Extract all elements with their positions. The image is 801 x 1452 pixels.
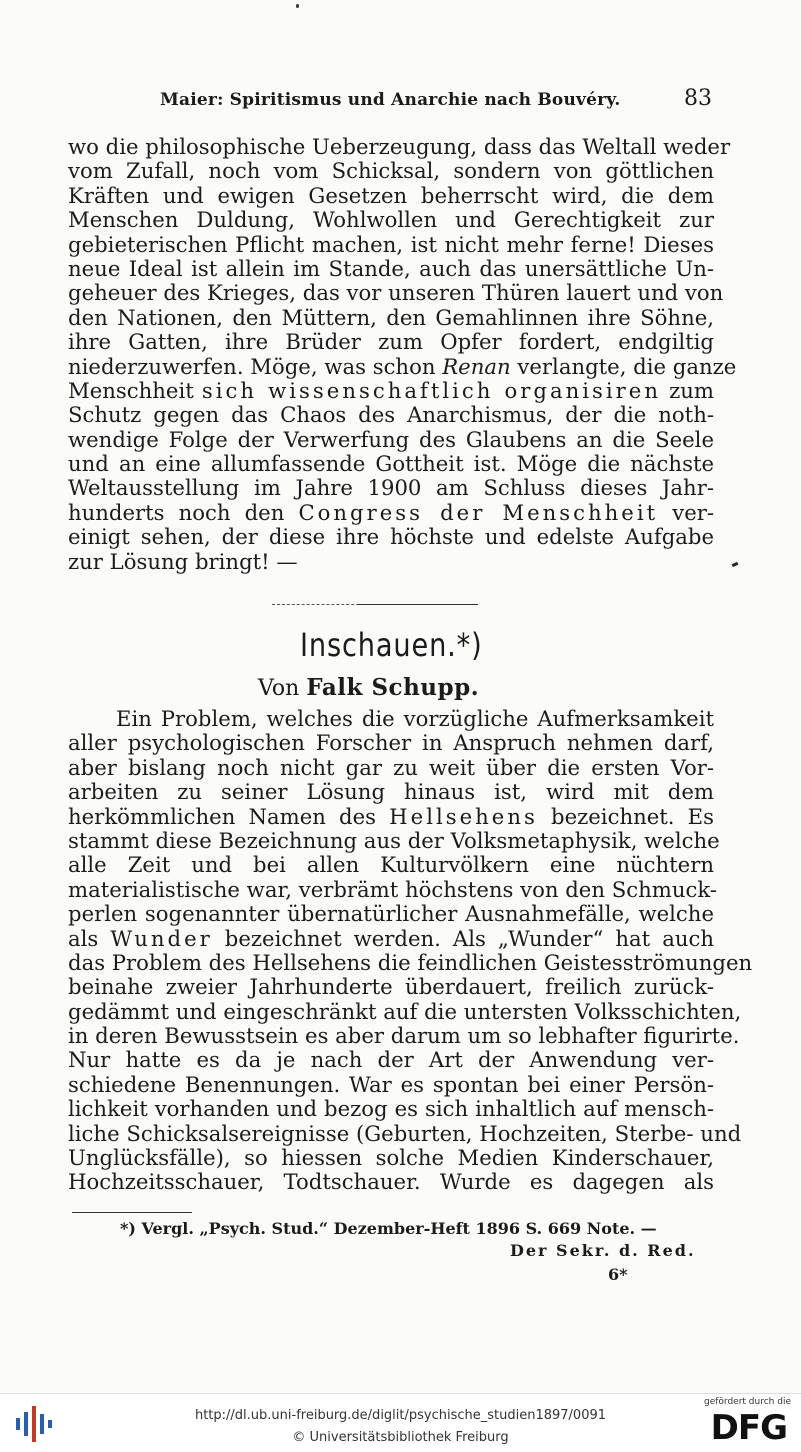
text-line: materialistische war, verbrämt höchstens von den Schmuck- [68, 876, 717, 902]
text-line: schiedene Benennungen. War es spontan bei einer Persön- [68, 1071, 714, 1097]
dfg-caption: gefördert durch die [704, 1397, 791, 1407]
text-line: alle Zeit und bei allen Kulturvölkern eine nüchtern [68, 852, 714, 878]
spaced-emphasis: Hellsehens [389, 803, 538, 829]
spaced-emphasis: Congress der Menschheit [298, 499, 659, 525]
paragraph-1 [68, 134, 737, 574]
text-span: zum [669, 377, 714, 403]
copyright: © Universitätsbibliothek Freiburg [292, 1430, 509, 1445]
text-line [68, 379, 714, 403]
text-line: Unglücksfälle), so hiessen solche Medien Kinderschauer, [68, 1145, 714, 1171]
text-span: bezeichnet. Es [551, 803, 714, 829]
text-line: Kräften und ewigen Gesetzen beherrscht wird, die dem [68, 182, 714, 208]
ink-speck [296, 4, 299, 8]
text-line: gebieterischen Pflicht machen, ist nicht mehr ferne! Dieses [68, 231, 714, 257]
section-divider-solid [358, 604, 478, 605]
text-span: bezeichnet werden. Als „Wunder“ hat auch [224, 925, 714, 951]
spaced-emphasis: Wunder [110, 925, 213, 951]
footnote-rule [72, 1212, 192, 1213]
text-line: Nur hatte es da je nach der Art der Anwendung ver- [68, 1047, 714, 1073]
italic-name: Renan [442, 353, 511, 379]
text-line: Menschen Duldung, Wohlwollen und Gerechtigkeit zur [68, 207, 714, 233]
text-line [68, 805, 714, 829]
text-line: zur Lösung bringt! — [68, 548, 298, 574]
author-name: Falk Schupp. [306, 674, 480, 701]
text-line: perlen sogenannter übernatürlicher Ausnahmefälle, welche [68, 901, 714, 927]
text-span: herkömmlichen Namen des [68, 803, 377, 829]
text-line: vom Zufall, noch vom Schicksal, sondern von göttlichen [68, 158, 714, 184]
text-line: einigt sehen, der diese ihre höchste und edelste Aufgabe [68, 524, 714, 550]
text-span: verlangte, die ganze [517, 353, 737, 379]
text-line: neue Ideal ist allein im Stande, auch das unersättliche Un- [68, 255, 714, 281]
text-line: wo die philosophische Ueberzeugung, dass das Weltall weder [68, 134, 731, 159]
permalink[interactable]: http://dl.ub.uni-freiburg.de/diglit/psychische_studien1897/0091 [194, 1408, 607, 1423]
running-title: Maier: Spiritismus und Anarchie nach Bouvéry. [160, 90, 621, 110]
text-line: Ein Problem, welches die vorzügliche Aufmerksamkeit [116, 706, 714, 731]
text-line: Schutz gegen das Chaos des Anarchismus, der die noth- [68, 402, 714, 428]
byline [258, 674, 479, 701]
text-line: Weltausstellung im Jahre 1900 am Schluss dieses Jahr- [68, 475, 714, 501]
page-number: 83 [684, 86, 712, 111]
text-line: Hochzeitsschauer, Todtschauer. Wurde es dagegen als [68, 1169, 714, 1195]
text-line: stammt diese Bezeichnung aus der Volksmetaphysik, welche [68, 827, 720, 853]
text-span: ver- [672, 499, 715, 525]
text-line: gedämmt und eingeschränkt auf die untersten Volksschichten, [68, 998, 742, 1024]
text-line: arbeiten zu seiner Lösung hinaus ist, wird mit dem [68, 779, 714, 805]
text-line: geheuer des Krieges, das vor unseren Thüren lauert und von [68, 280, 724, 306]
text-line: aller psychologischen Forscher in Anspruch nehmen darf, [68, 730, 714, 756]
text-line: in deren Bewusstsein es aber darum um so lebhafter figurirte. [68, 1023, 740, 1049]
text-line [68, 501, 714, 525]
viewer-footer [0, 1393, 801, 1452]
dfg-logo: DFG [710, 1408, 787, 1448]
footnote: *) Vergl. „Psych. Stud.“ Dezember-Heft 1896 S. 669 Note. — [120, 1219, 657, 1238]
text-line: liche Schicksalsereignisse (Geburten, Hochzeiten, Sterbe- und [68, 1120, 742, 1146]
text-span: Menschheit [68, 377, 194, 403]
sheet-signature: 6* [608, 1265, 628, 1284]
text-span: als [68, 925, 99, 951]
byline-prefix: Von [258, 676, 300, 701]
footnote-signature: Der Sekr. d. Red. [510, 1241, 696, 1260]
text-line: lichkeit vorhanden und bezog es sich inhaltlich auf mensch- [68, 1096, 714, 1122]
running-header [160, 86, 712, 118]
text-line: das Problem des Hellsehens die feindlichen Geistesströmungen [68, 949, 753, 975]
paragraph-2 [68, 706, 753, 1195]
text-line: ihre Gatten, ihre Brüder zum Opfer fordert, endgiltig [68, 329, 714, 355]
text-line: beinahe zweier Jahrhunderte überdauert, freilich zurück- [68, 974, 714, 1000]
section-title: Inschauen.*) [300, 626, 483, 664]
text-line: den Nationen, den Müttern, den Gemahlinnen ihre Söhne, [68, 304, 714, 330]
text-line [68, 353, 737, 379]
text-line: wendige Folge der Verwerfung des Glaubens an die Seele [68, 426, 714, 452]
text-line: und an eine allumfassende Gottheit ist. Möge die nächste [68, 451, 714, 477]
text-span: niederzuwerfen. Möge, was schon [68, 353, 436, 379]
text-span: hunderts noch den [68, 499, 285, 525]
text-line [68, 927, 714, 951]
margin-mark [732, 562, 739, 567]
text-line: aber bislang noch nicht gar zu weit über die ersten Vor- [68, 754, 714, 780]
spaced-emphasis: sich wissenschaftlich organisiren [201, 377, 661, 403]
